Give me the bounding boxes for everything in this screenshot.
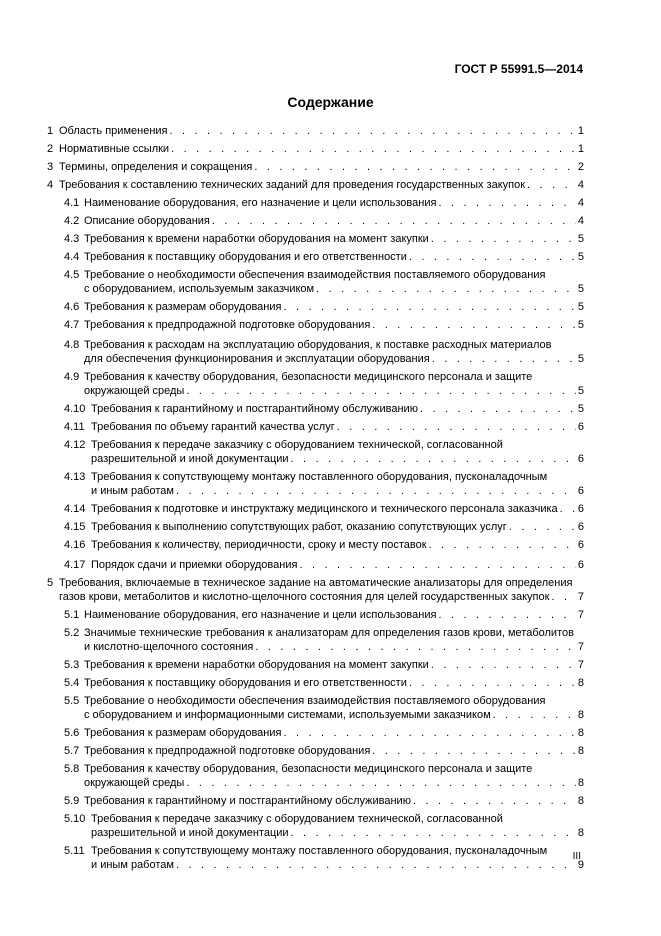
toc-entry[interactable]	[47, 726, 584, 740]
toc-entry-page: 7	[577, 659, 584, 671]
document-code: ГОСТ Р 55991.5—2014	[454, 62, 583, 76]
toc-entry[interactable]	[47, 520, 584, 534]
toc-entry[interactable]	[47, 300, 584, 314]
dot-leader	[171, 142, 576, 156]
toc-entry-page: 5	[577, 283, 584, 295]
toc-entry-page: 5	[577, 251, 584, 263]
toc-entry-title-line: Требования к поставщику оборудования и его ответственности	[84, 677, 407, 689]
toc-entry-number: 5.11	[64, 845, 85, 857]
dot-leader	[409, 676, 576, 690]
page-number: III	[572, 851, 581, 862]
dot-leader	[254, 160, 576, 174]
dot-leader	[299, 558, 575, 572]
toc-entry-number: 1	[47, 125, 54, 137]
toc-entry-page: 6	[577, 521, 584, 533]
toc-entry-title-line: Требования к предпродажной подготовке оборудования	[84, 745, 371, 757]
toc-entry-title-line: разрешительной и иной документации	[91, 827, 289, 839]
toc-entry-number: 4.14	[64, 503, 86, 515]
toc-entry-title-line: Требования к гарантийному и постгарантийному обслуживанию	[91, 403, 418, 415]
toc-entry[interactable]	[47, 794, 584, 808]
dot-leader	[431, 232, 576, 246]
toc-entry-title-line: Требования к размерам оборудования	[84, 727, 282, 739]
toc-entry[interactable]	[47, 608, 584, 622]
toc-entry-number: 5.6	[64, 727, 80, 739]
dot-leader	[527, 178, 576, 192]
toc-entry-page: 8	[577, 827, 584, 839]
toc-entry-title-line: Требования к качеству оборудования, безопасности медицинского персонала и защите	[84, 371, 533, 383]
toc-entry-number: 5	[47, 577, 54, 589]
toc-entry-title-line: с оборудованием, используемым заказчиком	[84, 283, 315, 295]
toc-entry-page: 4	[577, 215, 584, 227]
toc-entry[interactable]	[47, 142, 584, 156]
toc-entry[interactable]	[47, 538, 584, 552]
toc-entry-title-line: Требования к сопутствующему монтажу поставленного оборудования, пусконаладочным	[91, 471, 548, 483]
toc-entry[interactable]	[47, 694, 584, 722]
dot-leader	[291, 452, 576, 466]
toc-entry-page: 7	[577, 641, 584, 653]
toc-entry-title-line: Требования, включаемые в техническое задание на автоматические анализаторы для определения	[59, 577, 573, 589]
toc-entry-number: 5.3	[64, 659, 80, 671]
toc-entry-page: 6	[577, 453, 584, 465]
toc-entry-number: 5.4	[64, 677, 80, 689]
toc-entry-title-line: и иным работам	[91, 485, 174, 497]
toc-entry-title-line: Требования к составлению технических заданий для проведения государственных закупок	[59, 179, 526, 191]
toc-entry[interactable]	[47, 196, 584, 210]
toc-entry-page: 1	[577, 125, 584, 137]
dot-leader	[409, 250, 576, 264]
toc-entry-page: 8	[577, 677, 584, 689]
toc-entry-number: 4.9	[64, 371, 80, 383]
toc-entry-page: 5	[577, 353, 584, 365]
toc-entry-number: 5.5	[64, 695, 80, 707]
toc-entry-number: 4.11	[64, 421, 85, 433]
toc-entry-title-line: Требования к передаче заказчику с оборудованием технической, согласованной	[91, 813, 503, 825]
toc-entry-page: 8	[577, 777, 584, 789]
toc-entry[interactable]	[47, 124, 584, 138]
toc-entry-number: 4.7	[64, 319, 80, 331]
dot-leader	[316, 282, 576, 296]
toc-entry[interactable]	[47, 744, 584, 758]
toc-entry[interactable]	[47, 438, 584, 466]
toc-entry-number: 4	[47, 179, 54, 191]
dot-leader	[186, 776, 576, 790]
dot-leader	[372, 744, 576, 758]
toc-entry-page: 5	[577, 233, 584, 245]
toc-entry[interactable]	[47, 420, 584, 434]
toc-entry-title-line: Область применения	[59, 125, 168, 137]
dot-leader	[432, 352, 576, 366]
toc-entry[interactable]	[47, 470, 584, 498]
toc-entry-number: 4.5	[64, 269, 80, 281]
toc-entry-title-line: Наименование оборудования, его назначение и цели использования	[84, 609, 437, 621]
toc-entry-title-line: Требования к времени наработки оборудования на момент закупки	[84, 233, 429, 245]
toc-entry-page: 5	[577, 403, 584, 415]
toc-entry-title-line: Требования к качеству оборудования, безопасности медицинского персонала и защите	[84, 763, 533, 775]
toc-entry-title-line: Требования по объему гарантий качества услуг	[91, 421, 335, 433]
toc-entry-title-line: Требования к сопутствующему монтажу поставленного оборудования, пусконаладочным	[91, 845, 548, 857]
toc-entry-number: 5.10	[64, 813, 86, 825]
toc-entry-page: 6	[577, 421, 584, 433]
toc-entry-number: 4.3	[64, 233, 80, 245]
toc-entry-number: 4.1	[64, 197, 80, 209]
dot-leader	[420, 402, 576, 416]
dot-leader	[493, 708, 576, 722]
toc-entry-number: 2	[47, 143, 54, 155]
toc-entry-page: 8	[577, 795, 584, 807]
toc-entry-page: 5	[577, 319, 584, 331]
dot-leader	[283, 726, 575, 740]
toc-entry-title-line: Наименование оборудования, его назначение и цели использования	[84, 197, 437, 209]
toc-entry[interactable]	[47, 626, 584, 654]
dot-leader	[438, 608, 575, 622]
toc-entry[interactable]	[47, 318, 584, 332]
table-of-contents	[47, 124, 584, 872]
toc-entry[interactable]	[47, 338, 584, 366]
toc-entry-title-line: Требования к предпродажной подготовке оборудования	[84, 319, 371, 331]
toc-entry-number: 4.6	[64, 301, 80, 313]
dot-leader	[560, 502, 576, 516]
dot-leader	[413, 794, 576, 808]
dot-leader	[170, 124, 576, 138]
toc-entry[interactable]	[47, 658, 584, 672]
toc-entry[interactable]	[47, 812, 584, 840]
toc-entry[interactable]	[47, 214, 584, 228]
toc-entry[interactable]	[47, 402, 584, 416]
toc-entry-title-line: Требования к расходам на эксплуатацию оборудования, к поставке расходных материалов	[84, 339, 552, 351]
toc-entry-page: 8	[577, 709, 584, 721]
toc-entry-page: 8	[577, 745, 584, 757]
toc-entry-page: 6	[577, 539, 584, 551]
toc-entry-number: 5.2	[64, 627, 80, 639]
toc-entry-number: 4.12	[64, 439, 86, 451]
toc-entry-page: 7	[577, 609, 584, 621]
toc-entry-number: 3	[47, 161, 54, 173]
dot-leader	[551, 590, 575, 604]
toc-entry-title-line: с оборудованием и информационными системами, используемыми заказчиком	[84, 709, 491, 721]
dot-leader	[176, 858, 576, 872]
toc-entry-title-line: Требования к количеству, периодичности, сроку и месту поставок	[91, 539, 427, 551]
toc-entry-page: 8	[577, 727, 584, 739]
toc-entry-number: 5.9	[64, 795, 80, 807]
toc-entry-number: 5.7	[64, 745, 80, 757]
toc-entry[interactable]	[47, 558, 584, 572]
dot-leader	[438, 196, 575, 210]
toc-entry-title-line: окружающей среды	[84, 777, 185, 789]
dot-leader	[337, 420, 576, 434]
dot-leader	[176, 484, 576, 498]
toc-entry-number: 4.13	[64, 471, 86, 483]
toc-entry-title-line: Требования к выполнению сопутствующих работ, оказанию сопутствующих услуг	[91, 521, 507, 533]
toc-entry-title-line: Нормативные ссылки	[59, 143, 170, 155]
toc-entry[interactable]	[47, 250, 584, 264]
toc-entry-page: 1	[577, 143, 584, 155]
toc-entry-page: 4	[577, 179, 584, 191]
toc-entry-number: 4.16	[64, 539, 86, 551]
toc-entry-number: 4.2	[64, 215, 80, 227]
toc-entry-title-line: Порядок сдачи и приемки оборудования	[91, 559, 298, 571]
toc-entry-title-line: Требования к времени наработки оборудования на момент закупки	[84, 659, 429, 671]
toc-entry-page: 6	[577, 503, 584, 515]
toc-entry-number: 5.8	[64, 763, 80, 775]
toc-entry-page: 5	[577, 301, 584, 313]
toc-entry-number: 4.15	[64, 521, 86, 533]
toc-entry-title-line: и кислотно-щелочного состояния	[84, 641, 254, 653]
toc-entry-title-line: Требования к подготовке и инструктажу медицинского и технического персонала заказчика	[91, 503, 558, 515]
toc-entry[interactable]	[47, 502, 584, 516]
toc-entry-title-line: Термины, определения и сокращения	[59, 161, 253, 173]
dot-leader	[186, 384, 576, 398]
toc-entry[interactable]	[47, 178, 584, 192]
toc-entry[interactable]	[47, 844, 584, 872]
toc-entry[interactable]	[47, 232, 584, 246]
toc-entry[interactable]	[47, 160, 584, 174]
toc-entry[interactable]	[47, 762, 584, 790]
toc-entry-page: 5	[577, 385, 584, 397]
toc-entry-title-line: разрешительной и иной документации	[91, 453, 289, 465]
toc-entry[interactable]	[47, 576, 584, 604]
toc-entry-title-line: окружающей среды	[84, 385, 185, 397]
toc-entry-page: 9	[577, 859, 584, 871]
toc-entry-page: 6	[577, 485, 584, 497]
dot-leader	[429, 538, 576, 552]
dot-leader	[212, 214, 576, 228]
toc-entry[interactable]	[47, 268, 584, 296]
toc-entry-number: 4.8	[64, 339, 80, 351]
toc-entry-page: 7	[577, 591, 584, 603]
toc-entry-page: 2	[577, 161, 584, 173]
toc-entry-title-line: для обеспечения функционирования и эксплуатации оборудования	[84, 353, 430, 365]
dot-leader	[431, 658, 576, 672]
dot-leader	[509, 520, 576, 534]
toc-entry-title-line: Требование о необходимости обеспечения взаимодействия поставляемого оборудования	[84, 269, 546, 281]
toc-entry-title-line: Требования к поставщику оборудования и его ответственности	[84, 251, 407, 263]
toc-entry-number: 4.17	[64, 559, 86, 571]
dot-leader	[291, 826, 576, 840]
toc-entry-number: 4.4	[64, 251, 80, 263]
toc-entry-title-line: Значимые технические требования к анализаторам для определения газов крови, метаболитов	[84, 627, 574, 639]
toc-entry-title-line: Требование о необходимости обеспечения взаимодействия поставляемого оборудования	[84, 695, 546, 707]
toc-entry[interactable]	[47, 370, 584, 398]
toc-entry-title-line: Описание оборудования	[84, 215, 210, 227]
toc-entry-title-line: Требования к размерам оборудования	[84, 301, 282, 313]
toc-entry-page: 4	[577, 197, 584, 209]
toc-title: Содержание	[287, 94, 374, 110]
dot-leader	[283, 300, 575, 314]
toc-entry-title-line: Требования к передаче заказчику с оборудованием технической, согласованной	[91, 439, 503, 451]
toc-entry-number: 5.1	[64, 609, 80, 621]
toc-entry-title-line: Требования к гарантийному и постгарантийному обслуживанию	[84, 795, 411, 807]
toc-entry-title-line: газов крови, метаболитов и кислотно-щелочного состояния для целей государственных закупок	[59, 591, 550, 603]
toc-entry-page: 6	[577, 559, 584, 571]
dot-leader	[255, 640, 576, 654]
dot-leader	[372, 318, 576, 332]
toc-entry[interactable]	[47, 676, 584, 690]
toc-entry-number: 4.10	[64, 403, 86, 415]
toc-entry-title-line: и иным работам	[91, 859, 174, 871]
